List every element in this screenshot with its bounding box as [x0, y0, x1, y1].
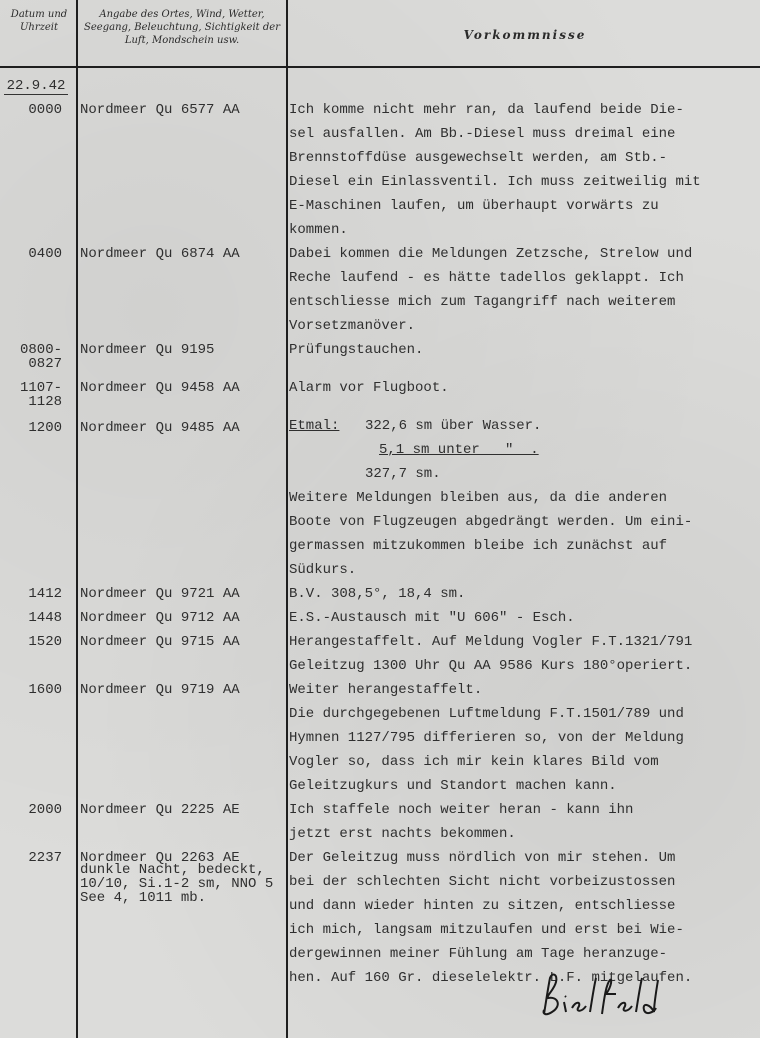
entry-text-line: Hymnen 1127/795 differieren so, von der Meldung	[289, 730, 684, 746]
entry-text-line: Herangestaffelt. Auf Meldung Vogler F.T.1321/791	[289, 634, 693, 650]
header-datum: Datum und Uhrzeit	[10, 9, 68, 33]
entry-location: Nordmeer Qu 2263 AE	[80, 850, 240, 866]
entry-text-line: Weitere Meldungen bleiben aus, da die anderen	[289, 490, 668, 506]
entry-text-line: B.V. 308,5°, 18,4 sm.	[289, 586, 466, 602]
entry-location: Nordmeer Qu 9195	[80, 342, 215, 358]
entry-text-line: Ich komme nicht mehr ran, da laufend beide Die-	[289, 102, 684, 118]
entry-time: 2237	[28, 850, 62, 866]
etmal-line: 322,6 sm über Wasser.	[365, 418, 542, 434]
entry-text-line: dergewinnen meiner Fühlung am Tage heranzuge-	[289, 946, 668, 962]
entry-date: 22.9.42	[4, 78, 68, 95]
entry-location: Nordmeer Qu 6874 AA	[80, 246, 240, 262]
entry-text-line: E.S.-Austausch mit "U 606" - Esch.	[289, 610, 575, 626]
weather-line: dunkle Nacht, bedeckt,	[80, 862, 265, 878]
entry-text-line: germassen mitzukommen bleibe ich zunächst auf	[289, 538, 668, 554]
entry-text-line: Prüfungstauchen.	[289, 342, 424, 358]
entry-location: Nordmeer Qu 2225 AE	[80, 802, 240, 818]
entry-time: 2000	[28, 802, 62, 818]
etmal-line: 5,1 sm unter " .	[379, 442, 539, 458]
entry-location: Nordmeer Qu 9715 AA	[80, 634, 240, 650]
entry-location: Nordmeer Qu 9712 AA	[80, 610, 240, 626]
header-divider	[0, 66, 760, 68]
entry-text-line: Der Geleitzug muss nördlich von mir stehen. Um	[289, 850, 676, 866]
column-divider	[286, 0, 288, 1038]
entry-text-line: Diesel ein Einlassventil. Ich muss zeitweilig mit	[289, 174, 701, 190]
entry-time: 1448	[28, 610, 62, 626]
entry-location: Nordmeer Qu 9458 AA	[80, 380, 240, 396]
entry-text-line: sel ausfallen. Am Bb.-Diesel muss dreimal eine	[289, 126, 676, 142]
entry-text-line: ich mich, langsam mitzulaufen und erst bei Wie-	[289, 922, 684, 938]
entry-time: 0400	[28, 246, 62, 262]
entry-text-line: Geleitzug 1300 Uhr Qu AA 9586 Kurs 180°operiert.	[289, 658, 693, 674]
entry-text-line: hen. Auf 160 Gr. dieselelektr. L.F. mitgelaufen.	[289, 970, 693, 986]
weather-line: 10/10, Si.1-2 sm, NNO 5	[80, 876, 274, 892]
header-ort: Angabe des Ortes, Wind, Wetter, Seegang, Beleuchtung, Sichtigkeit der Luft, Mondschein usw.	[84, 9, 280, 46]
entry-time: 1600	[28, 682, 62, 698]
entry-text-line: Vorsetzmanöver.	[289, 318, 416, 334]
etmal-label: Etmal:	[289, 418, 340, 434]
entry-time: 0800-	[19, 342, 62, 358]
entry-location: Nordmeer Qu 9719 AA	[80, 682, 240, 698]
entry-time: 1412	[28, 586, 62, 602]
entry-text-line: Geleitzugkurs und Standort machen kann.	[289, 778, 617, 794]
entry-time: 0000	[28, 102, 62, 118]
entry-text-line: E-Maschinen laufen, um überhaupt vorwärts zu	[289, 198, 659, 214]
entry-text-line: Weiter herangestaffelt.	[289, 682, 483, 698]
entry-text-line: bei der schlechten Sicht nicht vorbeizustossen	[289, 874, 676, 890]
entry-location: Nordmeer Qu 9721 AA	[80, 586, 240, 602]
entry-time: 1200	[28, 420, 62, 436]
etmal-line: 327,7 sm.	[365, 466, 441, 482]
entry-time: 1107-	[19, 380, 62, 396]
entry-time: 1520	[28, 634, 62, 650]
entry-time-end: 0827	[28, 356, 62, 372]
entry-text-line: Dabei kommen die Meldungen Zetzsche, Strelow und	[289, 246, 693, 262]
entry-text-line: Ich staffele noch weiter heran - kann ihn	[289, 802, 634, 818]
signature	[536, 972, 666, 1022]
entry-time-end: 1128	[28, 394, 62, 410]
entry-text-line: Die durchgegebenen Luftmeldung F.T.1501/789 und	[289, 706, 684, 722]
column-divider	[76, 0, 78, 1038]
entry-text-line: Brennstoffdüse ausgewechselt werden, am Stb.-	[289, 150, 668, 166]
header-vorkommnisse: Vorkommnisse	[463, 28, 587, 42]
entry-text-line: Alarm vor Flugboot.	[289, 380, 449, 396]
entry-text-line: Reche laufend - es hätte tadellos geklappt. Ich	[289, 270, 684, 286]
entry-text-line: kommen.	[289, 222, 348, 238]
entry-text-line: entschliesse mich zum Tagangriff nach weiterem	[289, 294, 676, 310]
entry-location: Nordmeer Qu 6577 AA	[80, 102, 240, 118]
entry-text-line: und dann wieder hinten zu sitzen, entschliesse	[289, 898, 676, 914]
entry-location: Nordmeer Qu 9485 AA	[80, 420, 240, 436]
entry-text-line: Boote von Flugzeugen abgedrängt werden. Um eini-	[289, 514, 693, 530]
entry-text-line: jetzt erst nachts bekommen.	[289, 826, 516, 842]
entry-text-line: Vogler so, dass ich mir kein klares Bild vom	[289, 754, 659, 770]
entry-text-line: Südkurs.	[289, 562, 357, 578]
weather-line: See 4, 1011 mb.	[80, 890, 207, 906]
